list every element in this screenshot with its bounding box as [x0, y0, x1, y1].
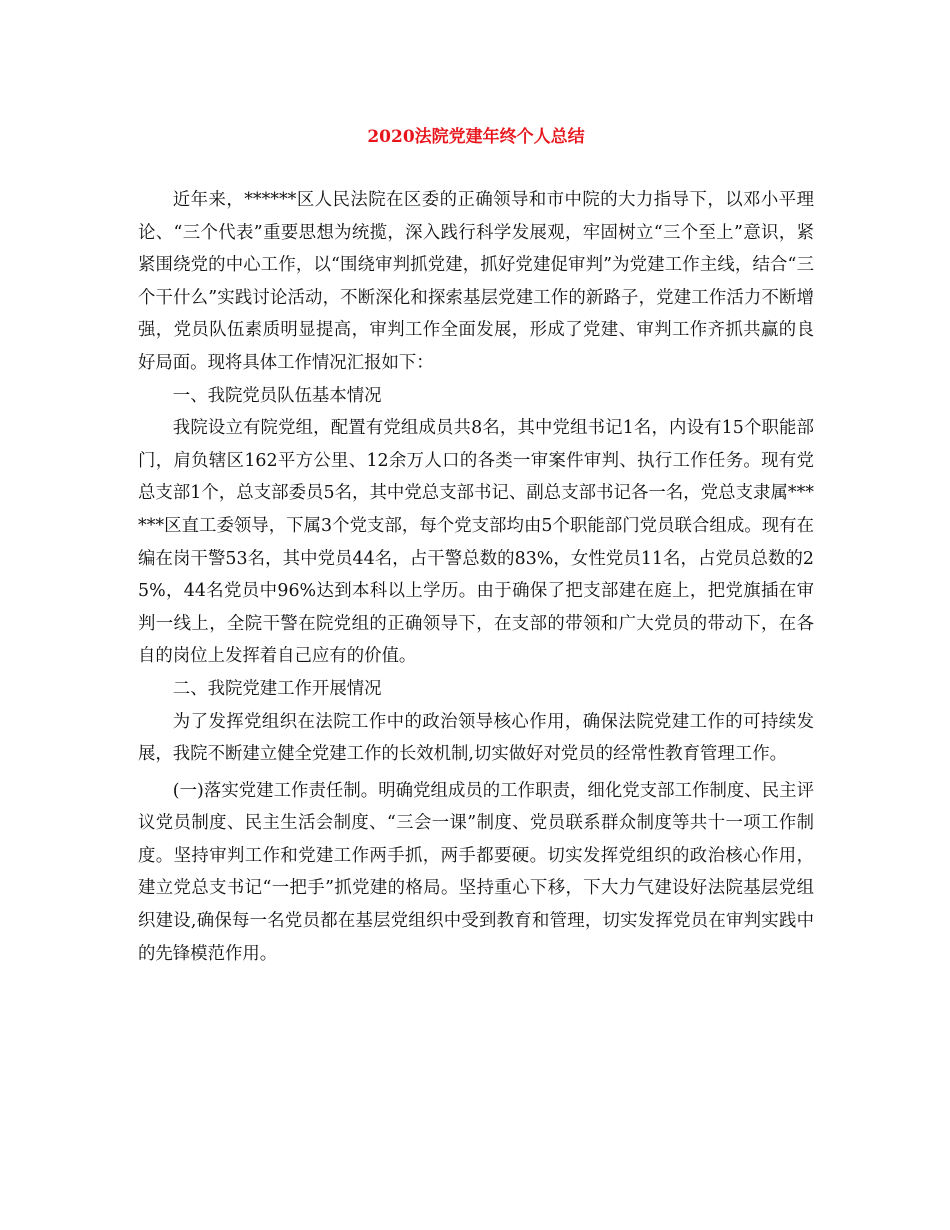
- document-body: [138, 184, 814, 970]
- subsection-1-paragraph: (一)落实党建工作责任制。明确党组成员的工作职责，细化党支部工作制度、民主评议党员制度、民主生活会制度、“三会一课”制度、党员联系群众制度等共十一项工作制度。坚持审判工作和党建工作两手抓，两手都要硬。切实发挥党组织的政治核心作用，建立党总支书记“一把手”抓党建的格局。坚持重心下移，下大力气建设好法院基层党组织建设,确保每一名党员都在基层党组织中受到教育和管理，切实发挥党员在审判实践中的先锋模范作用。: [138, 780, 814, 964]
- intro-paragraph: 近年来，******区人民法院在区委的正确领导和市中院的大力指导下，以邓小平理论、“三个代表”重要思想为统揽，深入践行科学发展观，牢固树立“三个至上”意识，紧紧围绕党的中心工作，以“围绕审判抓党建，抓好党建促审判”为党建工作主线，结合“三个干什么”实践讨论活动，不断深化和探索基层党建工作的新路子，党建工作活力不断增强，党员队伍素质明显提高，审判工作全面发展，形成了党建、审判工作齐抓共赢的良好局面。现将具体工作情况汇报如下：: [138, 190, 814, 373]
- section-1-paragraph: 我院设立有院党组，配置有党组成员共8名，其中党组书记1名，内设有15个职能部门，肩负辖区162平方公里、12余万人口的各类一审案件审判、执行工作任务。现有党总支部1个，总支部委员5名，其中党总支部书记、副总支部书记各一名，党总支隶属******区直工委领导，下属3个党支部，每个党支部均由5个职能部门党员联合组成。现有在编在岗干警53名，其中党员44名，占干警总数的83%，女性党员11名，占党员总数的25%，44名党员中96%达到本科以上学历。由于确保了把支部建在庭上，把党旗插在审判一线上，全院干警在院党组的正确领导下，在支部的带领和广大党员的带动下，在各自的岗位上发挥着自己应有的价值。: [138, 418, 814, 667]
- section-heading-2: 二、我院党建工作开展情况: [172, 678, 382, 699]
- section-2-intro-paragraph: 为了发挥党组织在法院工作中的政治领导核心作用，确保法院党建工作的可持续发展，我院不断建立健全党建工作的长效机制,切实做好对党员的经常性教育管理工作。: [138, 711, 814, 765]
- document-title: 2020法院党建年终个人总结: [367, 127, 585, 147]
- document-page: [138, 0, 814, 970]
- section-heading-1: 一、我院党员队伍基本情况: [172, 385, 382, 406]
